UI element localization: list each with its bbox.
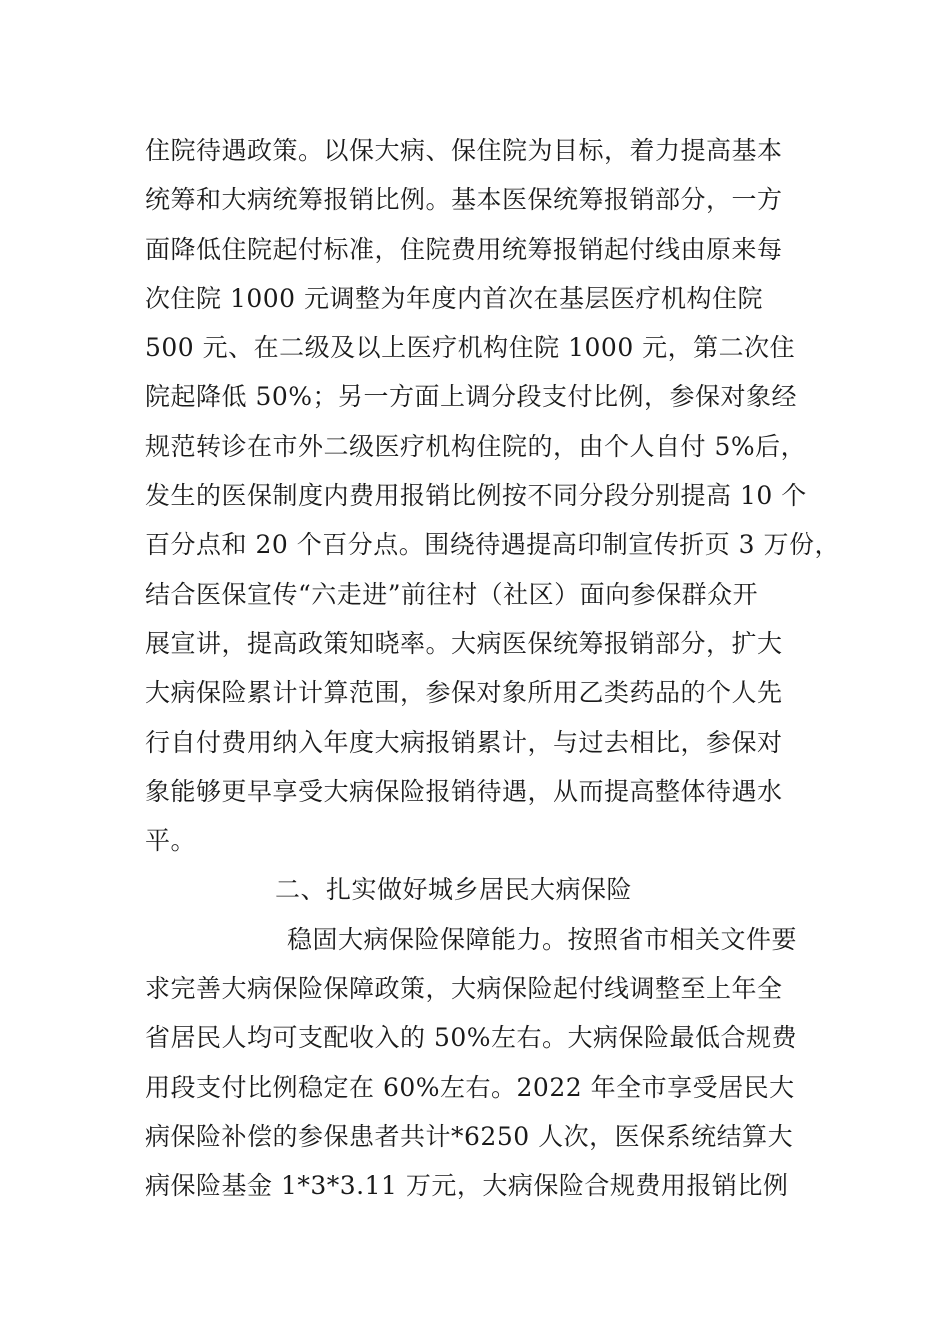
paragraph-line: 病保险基金 1*3*3.11 万元，大病保险合规费用报销比例 bbox=[145, 1171, 789, 1201]
paragraph-line: 院起降低 50%；另一方面上调分段支付比例，参保对象经 bbox=[145, 382, 798, 412]
paragraph-line: 用段支付比例稳定在 60%左右。2022 年全市享受居民大 bbox=[145, 1072, 795, 1102]
paragraph-line: 稳固大病保险保障能力。按照省市相关文件要 bbox=[287, 924, 798, 954]
document-body bbox=[145, 126, 841, 1211]
paragraph-line: 象能够更早享受大病保险报销待遇，从而提高整体待遇水 bbox=[145, 776, 783, 806]
paragraph-line: 病保险补偿的参保患者共计*6250 人次，医保系统结算大 bbox=[145, 1121, 794, 1151]
paragraph-line: 大病保险累计计算范围，参保对象所用乙类药品的个人先 bbox=[145, 678, 783, 708]
paragraph-line: 面降低住院起付标准，住院费用统筹报销起付线由原来每 bbox=[145, 234, 783, 264]
paragraph-line: 次住院 1000 元调整为年度内首次在基层医疗机构住院 bbox=[145, 283, 764, 313]
paragraph-line: 平。 bbox=[145, 826, 197, 856]
paragraph-line: 规范转诊在市外二级医疗机构住院的，由个人自付 5%后， bbox=[145, 431, 807, 461]
paragraph-line: 展宣讲，提高政策知晓率。大病医保统筹报销部分，扩大 bbox=[145, 628, 783, 658]
paragraph-line: 结合医保宣传“六走进”前往村（社区）面向参保群众开 bbox=[145, 579, 759, 609]
paragraph-line: 求完善大病保险保障政策，大病保险起付线调整至上年全 bbox=[145, 974, 783, 1004]
paragraph-line: 发生的医保制度内费用报销比例按不同分段分别提高 10 个 bbox=[145, 481, 807, 511]
section-heading: 二、扎实做好城乡居民大病保险 bbox=[275, 875, 633, 905]
paragraph-line: 统筹和大病统筹报销比例。基本医保统筹报销部分，一方 bbox=[145, 185, 783, 215]
paragraph-line: 500 元、在二级及以上医疗机构住院 1000 元，第二次住 bbox=[145, 333, 796, 363]
paragraph-line: 省居民人均可支配收入的 50%左右。大病保险最低合规费 bbox=[145, 1023, 798, 1053]
paragraph-line: 百分点和 20 个百分点。围绕待遇提高印制宣传折页 3 万份， bbox=[145, 530, 841, 560]
paragraph-line: 住院待遇政策。以保大病、保住院为目标，着力提高基本 bbox=[145, 136, 783, 165]
paragraph-line: 行自付费用纳入年度大病报销累计，与过去相比，参保对 bbox=[145, 727, 783, 757]
